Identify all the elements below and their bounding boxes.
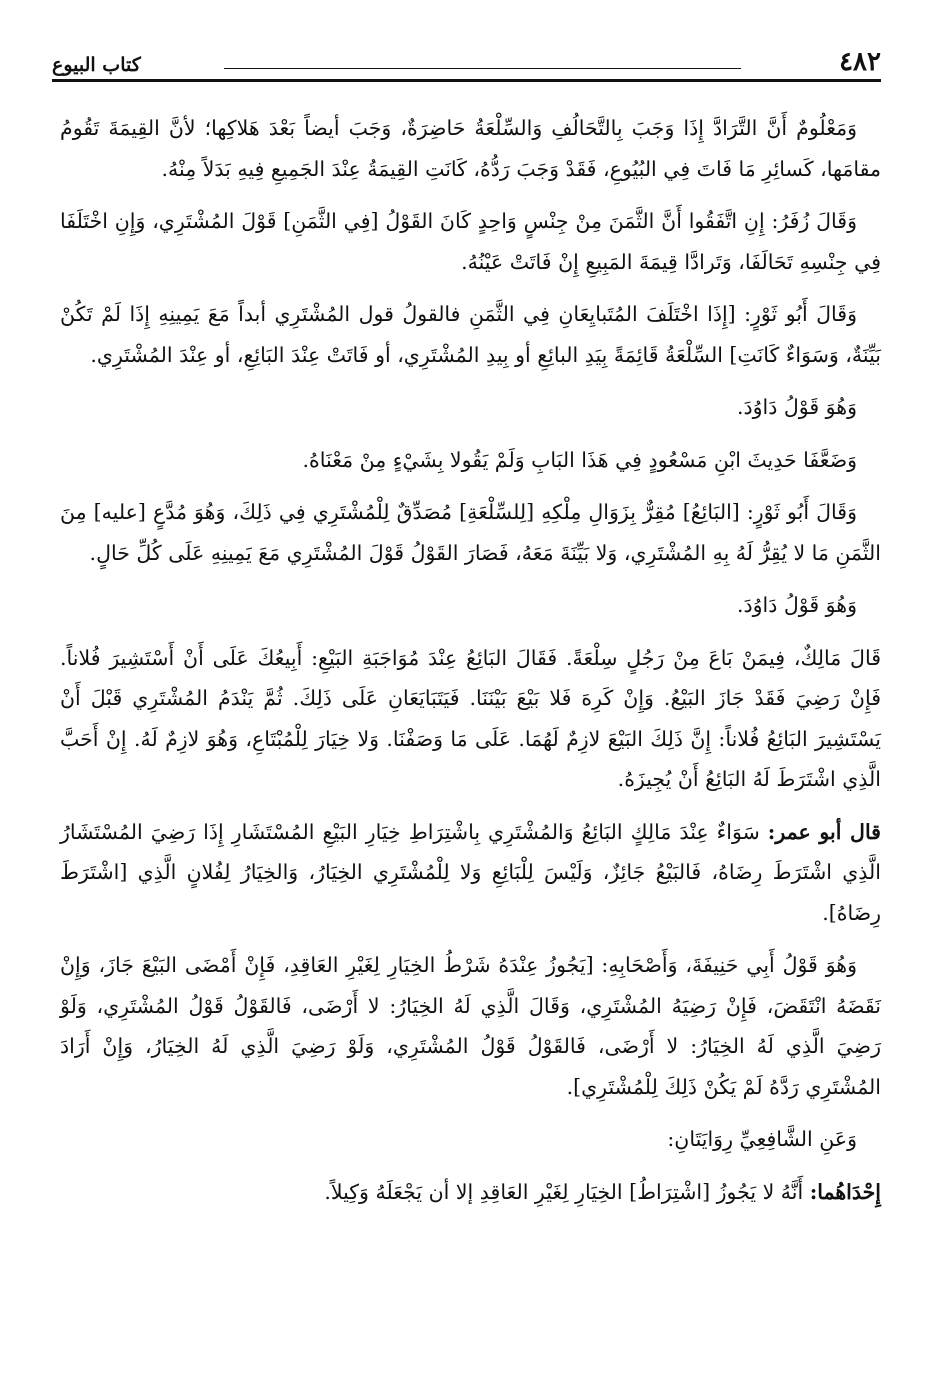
paragraph	[60, 492, 881, 573]
paragraph	[60, 585, 881, 626]
paragraph	[60, 812, 881, 934]
book-title: كتاب البيوع	[52, 54, 141, 76]
paragraph	[60, 638, 881, 800]
paragraph-text: وَهُوَ قَوْلُ دَاوُدَ.	[737, 593, 857, 617]
paragraph	[60, 108, 881, 189]
paragraph-text: سَوَاءٌ عِنْدَ مَالِكٍ البَائِعُ وَالمُشْتَرِي بِاشْتِرَاطِ خِيَارِ البَيْعِ المُسْتَشَارِ إِذَا رَضِيَ المُسْتَشَارُ الَّذِي اشْتَرَطَ رِضَاهُ، فَالبَيْعُ جَائِزٌ، وَلَيْسَ لِلْبَائِعِ وَلا لِلْمُشْتَرِي الخِيَارُ، وَالخِيَارُ لِفُلانٍ الَّذِي [اشْتَرَطَ رِضَاهُ].	[60, 819, 881, 925]
paragraph	[60, 945, 881, 1107]
paragraph-text: وَقَالَ زُفَرُ: إِنِ اتَّفَقُوا أَنَّ الثَّمَنَ مِنْ جِنْسٍ وَاحِدٍ كَانَ القَوْلُ [فِي الثَّمَنِ] قَوْلَ المُشْتَرِي، وَإِنِ اخْتَلَفَا فِي جِنْسِهِ تَحَالَفَا، وَتَرادَّا قِيمَةَ المَبِيعِ إِنْ فَاتَتْ عَيْنُهُ.	[60, 209, 881, 274]
paragraph	[60, 387, 881, 428]
paragraph-lead: قال أبو عمر:	[767, 819, 881, 844]
main-text	[60, 108, 881, 1224]
running-header	[52, 40, 881, 82]
paragraph-text: قَالَ مَالِكٌ، فِيمَنْ بَاعَ مِنْ رَجُلٍ سِلْعَةً. فَقَالَ البَائِعُ عِنْدَ مُوَاجَبَةِ البَيْعِ: أَبِيعُكَ عَلَى أَنْ أَسْتَشِيرَ فُلاناً. فَإِنْ رَضِيَ فَقَدْ جَازَ البَيْعُ. وَإِنْ كَرِهَ فَلا بَيْعَ بَيْنَنَا. فَيَتَبَايَعَانِ عَلَى ذَلِكَ. ثُمَّ يَنْدَمُ المُشْتَرِي قَبْلَ أَنْ يَسْتَشِيرَ البَائِعُ فُلاناً: إِنَّ ذَلِكَ البَيْعَ لازِمٌ لَهُمَا. عَلَى مَا وَصَفْنَا. وَلا خِيَارَ لِلْمُبْتَاعِ، وَهُوَ لازِمٌ لَهُ. إِنْ أَحَبَّ الَّذِي اشْتَرَطَ لَهُ البَائِعُ أَنْ يُجِيزَهُ.	[60, 645, 881, 791]
paragraph-text: وَضَعَّفَا حَدِيثَ ابْنِ مَسْعُودٍ فِي هَذَا البَابِ وَلَمْ يَقُولا بِشَيْءٍ مِنْ مَعْنَاهُ.	[302, 447, 857, 472]
paragraph-text: وَعَنِ الشَّافِعِيِّ رِوَايَتَانِ:	[667, 1127, 857, 1151]
paragraph	[60, 294, 881, 375]
paragraph	[60, 1119, 881, 1160]
paragraph-text: وَقَالَ أَبُو ثَوْرٍ: [إِذَا اخْتَلَفَ المُتَبايِعَانِ فِي الثَّمَنِ فالقولُ قول المُشْتَرِي أبداً مَعَ يَمِينِهِ إِذَا لَمْ تَكُنْ بَيِّنَةٌ، وَسَوَاءٌ كَانَتِ] السِّلْعَةُ قَائِمَةً بِيَدِ البائِعِ أو بِيدِ المُشْتَرِي، أو فَاتَتْ عِنْدَ البَائِعِ، أو عِنْدَ المُشْتَرِي.	[60, 302, 881, 367]
paragraph	[60, 201, 881, 282]
paragraph-text: وَهُوَ قَوْلُ أَبِي حَنِيفَةَ، وَأَصْحَابِهِ: [يَجُوزُ عِنْدَهُ شَرْطُ الخِيَارِ لِغَيْرِ العَاقِدِ، فَإِنْ أَمْضَى البَيْعَ جَازَ، وَإِنْ نَقَضَهُ انْتَقَضَ، فَإِنْ رَضِيَهُ المُشْتَرِي، وَقَالَ الَّذِي لَهُ الخِيَارُ: لا أَرْضَى، فَالقَوْلُ قَوْلُ المُشْتَرِي، وَلَوْ رَضِيَ الَّذِي لَهُ الخِيَارُ: لا أَرْضَى، فَالقَوْلُ قَوْلُ المُشْتَرِي، وَلَوْ رَضِيَ الَّذِي لَهُ الخِيَارُ، وَإِنْ أَرَادَ المُشْتَرِي رَدَّهُ لَمْ يَكُنْ ذَلِكَ لِلْمُشْتَرِي].	[60, 953, 881, 1099]
header-rule	[224, 68, 741, 69]
paragraph-text: أَنَّهُ لا يَجُوزُ [اشْتِرَاطُ] الخِيَارِ لِغَيْرِ العَاقِدِ إلا أن يَجْعَلَهُ وَكِيلاً.	[324, 1179, 810, 1204]
paragraph	[60, 440, 881, 481]
paragraph-text: وَهُوَ قَوْلُ دَاوُدَ.	[737, 395, 857, 419]
paragraph	[60, 1172, 881, 1213]
paragraph-text: وَقَالَ أَبُو ثَوْرٍ: [البَائِعُ] مُقِرٌّ بِزَوَالِ مِلْكِهِ [لِلسِّلْعَةِ] مُصَدِّقٌ لِلْمُشْتَرِي فِي ذَلِكَ، وَهُوَ مُدَّعٍ [عليه] مِنَ الثَّمَنِ مَا لا يُقِرُّ لَهُ بِهِ المُشْتَرِي، وَلا بَيِّنَةَ مَعَهُ، فَصَارَ القَوْلُ قَوْلَ المُشْتَرِي مَعَ يَمِينِهِ عَلَى كُلِّ حَالٍ.	[60, 500, 881, 565]
paragraph-text: وَمَعْلُومٌ أَنَّ التَّرَادَّ إِذَا وَجَبَ بِالتَّحَالُفِ وَالسِّلْعَةُ حَاضِرَةٌ، وَجَبَ أيضاً بَعْدَ هَلاكِها؛ لأنَّ القِيمَةَ تَقُومُ مقامَها، كَسائِرِ مَا فَاتَ فِي البُيُوعِ، فَقَدْ وَجَبَ رَدُّهُ، كَانَتِ القِيمَةُ عِنْدَ الجَمِيعِ فِيهِ بَدَلاً مِنْهُ.	[60, 116, 881, 181]
page-number: ٤٨٢	[839, 47, 881, 77]
paragraph-lead: إِحْدَاهُما:	[809, 1179, 881, 1204]
